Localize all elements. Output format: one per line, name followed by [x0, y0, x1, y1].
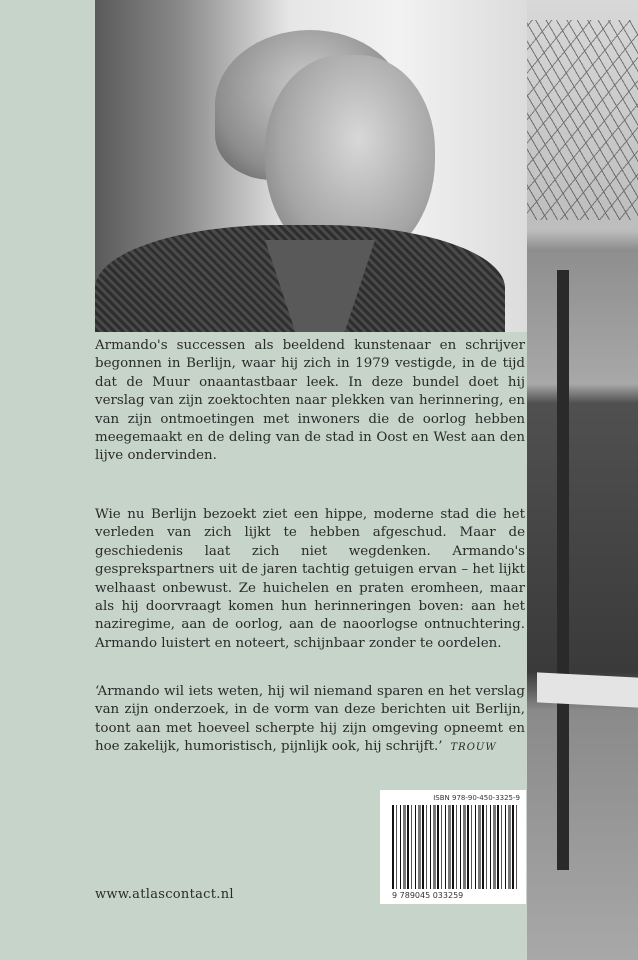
barcode-bars [392, 805, 520, 889]
wall-light-bar [537, 672, 638, 707]
barcode-digits: 9 789045 033259 [392, 891, 464, 900]
isbn-label: ISBN 978-90-450-3325-9 [433, 794, 520, 802]
berlin-wall-photo [527, 0, 638, 960]
publisher-url: www.atlascontact.nl [95, 887, 234, 902]
quote-source: TROUW [450, 742, 497, 754]
author-portrait-photo [95, 0, 527, 332]
wall-post [557, 270, 569, 870]
barbed-wire [527, 20, 638, 220]
quote-text: ‘Armando wil iets weten, hij wil niemand sparen en het verslag van zijn onderzoek, in de vorm van deze berichten uit Berlijn, toont aan met hoeveel scherpte hij zijn omgeving opneemt en hoe zakelijk, humoristisch, pijnlijk ook, hij schrijft.’ [95, 684, 525, 755]
blurb-paragraph-2: Wie nu Berlijn bezoekt ziet een hippe, moderne stad die het verleden van zich lijkt te hebben afgeschud. Maar de geschiedenis laat zich niet wegdenken. Armando's gesprekspartners uit de jaren tachtig getuigen ervan – het lijkt welhaast onbewust. Ze huichelen en praten eromheen, maar als hij doorvraagt komen hun herinneringen boven: aan het naziregime, aan de oorlog, aan de naoorlogse ontnuchtering. Armando luistert en noteert, schijnbaar zonder te oordelen. [95, 507, 525, 651]
blurb-paragraph-1: Armando's successen als beeldend kunstenaar en schrijver begonnen in Berlijn, waar hij zich in 1979 vestigde, in de tijd dat de Muur onaantastbaar leek. In deze bundel doet hij verslag van zijn zoektochten naar plekken van herinnering, en van zijn ontmoetingen met inwoners die de oorlog hebben meegemaakt en de deling van de stad in Oost en West aan den lijve ondervinden. [95, 338, 525, 464]
isbn-barcode [380, 790, 526, 904]
review-quote [95, 683, 525, 758]
